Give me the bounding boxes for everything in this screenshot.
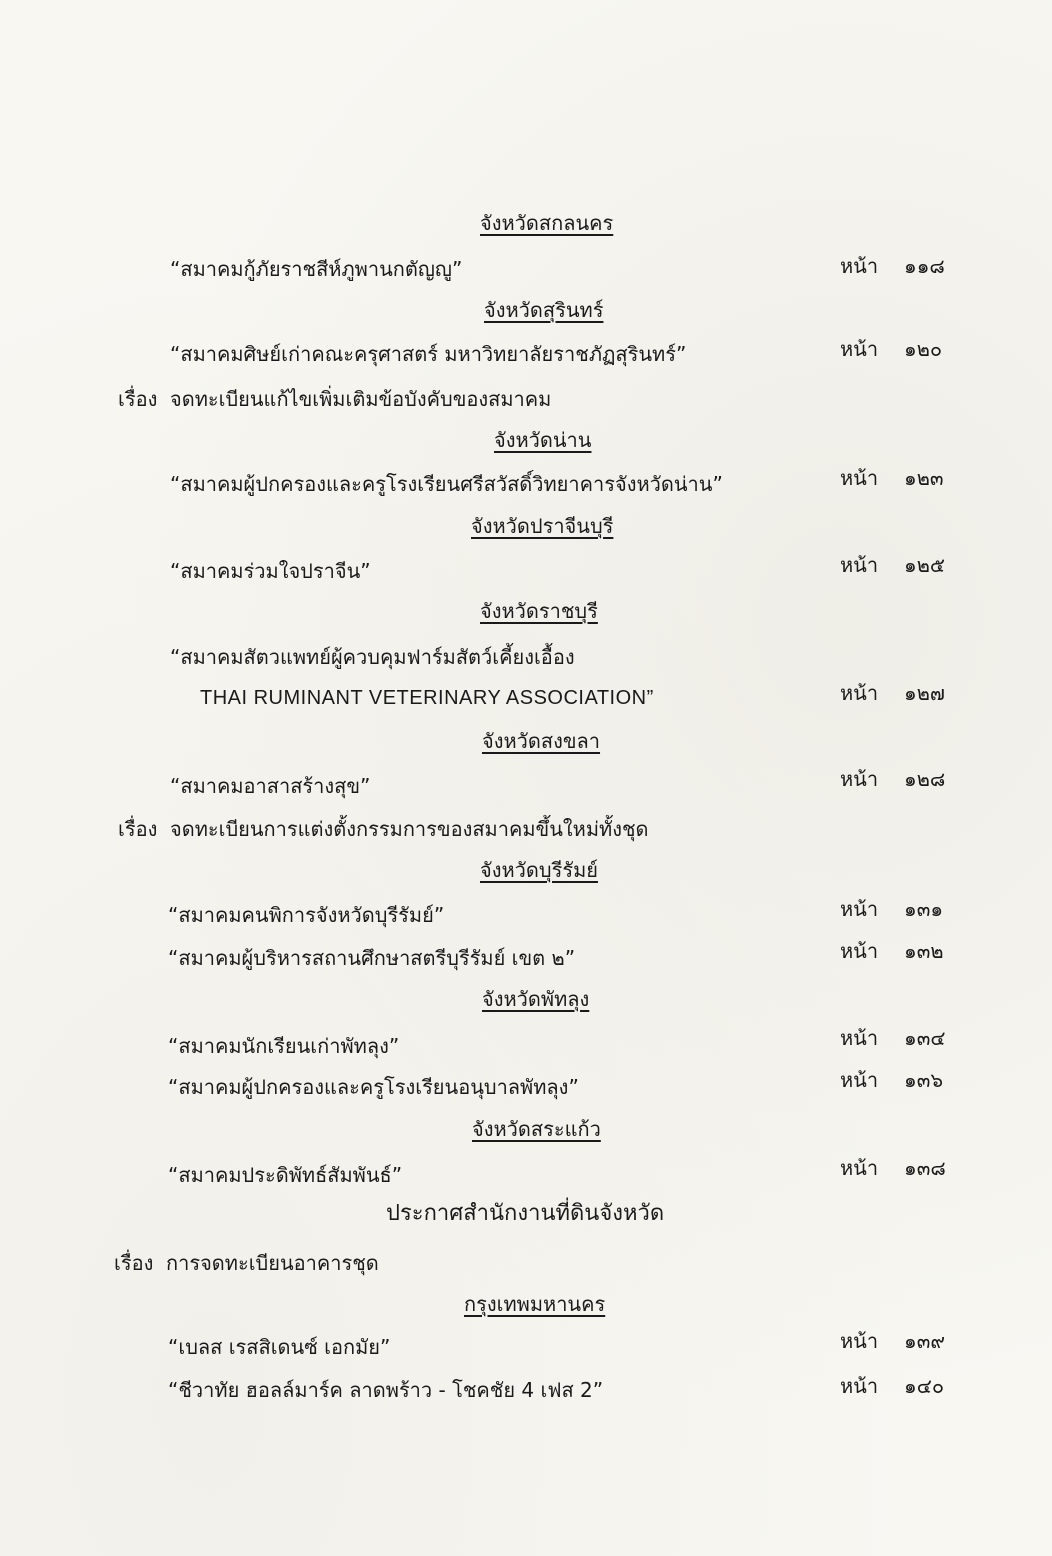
province-heading-prachinburi: จังหวัดปราจีนบุรี bbox=[471, 514, 614, 538]
entry-title: “สมาคมผู้ปกครองและครูโรงเรียนศรีสวัสดิ์วิทยาคารจังหวัดน่าน” bbox=[170, 472, 723, 496]
page-label: หน้า bbox=[840, 1156, 879, 1180]
page-reference bbox=[840, 252, 945, 280]
topic-label: เรื่อง bbox=[118, 387, 158, 411]
entry-title: “เบลส เรสสิเดนซ์ เอกมัย” bbox=[168, 1335, 391, 1359]
entry-title: “สมาคมศิษย์เก่าคณะครุศาสตร์ มหาวิทยาลัยราชภัฏสุรินทร์” bbox=[170, 342, 687, 366]
page-reference bbox=[840, 335, 942, 363]
page-reference bbox=[840, 1154, 946, 1182]
page-number: ๑๑๘ bbox=[904, 254, 945, 278]
page-label: หน้า bbox=[840, 897, 879, 921]
province-heading-phatthalung: จังหวัดพัทลุง bbox=[482, 987, 590, 1011]
topic-label: เรื่อง bbox=[118, 817, 158, 841]
page-reference bbox=[840, 765, 945, 793]
page-number: ๑๒๕ bbox=[904, 553, 946, 577]
page-number: ๑๓๑ bbox=[904, 897, 944, 921]
page-number: ๑๒๐ bbox=[904, 337, 943, 361]
entry-title: “สมาคมสัตวแพทย์ผู้ควบคุมฟาร์มสัตว์เคี้ยงเอื้อง bbox=[170, 645, 575, 669]
province-heading-sa-kaeo: จังหวัดสระแก้ว bbox=[472, 1117, 601, 1141]
province-heading-nan: จังหวัดน่าน bbox=[494, 428, 592, 452]
page-label: หน้า bbox=[840, 767, 879, 791]
page-number: ๑๓๖ bbox=[904, 1068, 944, 1092]
page-number: ๑๔๐ bbox=[904, 1374, 945, 1398]
page-label: หน้า bbox=[840, 1068, 879, 1092]
page-reference bbox=[840, 895, 943, 923]
province-heading-surin: จังหวัดสุรินทร์ bbox=[484, 298, 604, 322]
page-number: ๑๓๔ bbox=[904, 1026, 946, 1050]
page-reference bbox=[840, 1024, 946, 1052]
entry-title: “สมาคมประดิพัทธ์สัมพันธ์” bbox=[168, 1163, 403, 1187]
province-heading-songkhla: จังหวัดสงขลา bbox=[482, 729, 601, 753]
entry-title: “สมาคมคนพิการจังหวัดบุรีรัมย์” bbox=[168, 903, 445, 927]
page-reference bbox=[840, 551, 945, 579]
topic-label: เรื่อง bbox=[114, 1251, 154, 1275]
topic-text: จดทะเบียนแก้ไขเพิ่มเติมข้อบังคับของสมาคม bbox=[170, 387, 552, 411]
page-reference bbox=[840, 1327, 945, 1355]
entry-title: “สมาคมผู้ปกครองและครูโรงเรียนอนุบาลพัทลุง” bbox=[168, 1075, 579, 1099]
page-label: หน้า bbox=[840, 939, 879, 963]
page-number: ๑๓๙ bbox=[904, 1329, 946, 1353]
entry-title: “สมาคมกู้ภัยราชสีห์ภูพานกตัญญู” bbox=[170, 257, 463, 281]
page-reference bbox=[840, 679, 945, 707]
province-heading-ratchaburi: จังหวัดราชบุรี bbox=[480, 599, 598, 623]
topic-line-amend-rules bbox=[118, 385, 551, 413]
entry-title: “สมาคมร่วมใจปราจีน” bbox=[170, 559, 371, 583]
page-reference bbox=[840, 1066, 943, 1094]
topic-line-condo bbox=[114, 1249, 379, 1277]
page-reference bbox=[840, 937, 944, 965]
entry-title: “สมาคมผู้บริหารสถานศึกษาสตรีบุรีรัมย์ เขต ๒” bbox=[168, 946, 576, 970]
page-label: หน้า bbox=[840, 337, 879, 361]
page-label: หน้า bbox=[840, 1374, 879, 1398]
topic-line-new-committee bbox=[118, 815, 649, 843]
page-number: ๑๒๘ bbox=[904, 767, 946, 791]
page-number: ๑๒๗ bbox=[904, 681, 945, 705]
province-heading-sakon-nakhon: จังหวัดสกลนคร bbox=[480, 211, 614, 235]
page-number: ๑๓๘ bbox=[904, 1156, 946, 1180]
page-label: หน้า bbox=[840, 681, 879, 705]
page-label: หน้า bbox=[840, 553, 879, 577]
topic-text: จดทะเบียนการแต่งตั้งกรรมการของสมาคมขึ้นใหม่ทั้งชุด bbox=[170, 817, 649, 841]
page-reference bbox=[840, 464, 944, 492]
topic-text: การจดทะเบียนอาคารชุด bbox=[166, 1251, 379, 1275]
page-number: ๑๒๓ bbox=[904, 466, 944, 490]
announcement-heading: ประกาศสำนักงานที่ดินจังหวัด bbox=[386, 1201, 665, 1226]
page-label: หน้า bbox=[840, 466, 879, 490]
province-heading-bangkok: กรุงเทพมหานคร bbox=[464, 1292, 606, 1316]
page-number: ๑๓๒ bbox=[904, 939, 944, 963]
entry-title: “ชีวาทัย ฮอลล์มาร์ค ลาดพร้าว - โชคชัย 4 เฟส 2” bbox=[168, 1378, 604, 1402]
page-label: หน้า bbox=[840, 1329, 879, 1353]
entry-title: “สมาคมอาสาสร้างสุข” bbox=[170, 774, 371, 798]
page-label: หน้า bbox=[840, 1026, 879, 1050]
entry-title: “สมาคมนักเรียนเก่าพัทลุง” bbox=[168, 1034, 400, 1058]
page-label: หน้า bbox=[840, 254, 879, 278]
province-heading-buriram: จังหวัดบุรีรัมย์ bbox=[480, 858, 598, 882]
entry-title-line2: THAI RUMINANT VETERINARY ASSOCIATION” bbox=[200, 687, 654, 709]
page-reference bbox=[840, 1372, 944, 1400]
